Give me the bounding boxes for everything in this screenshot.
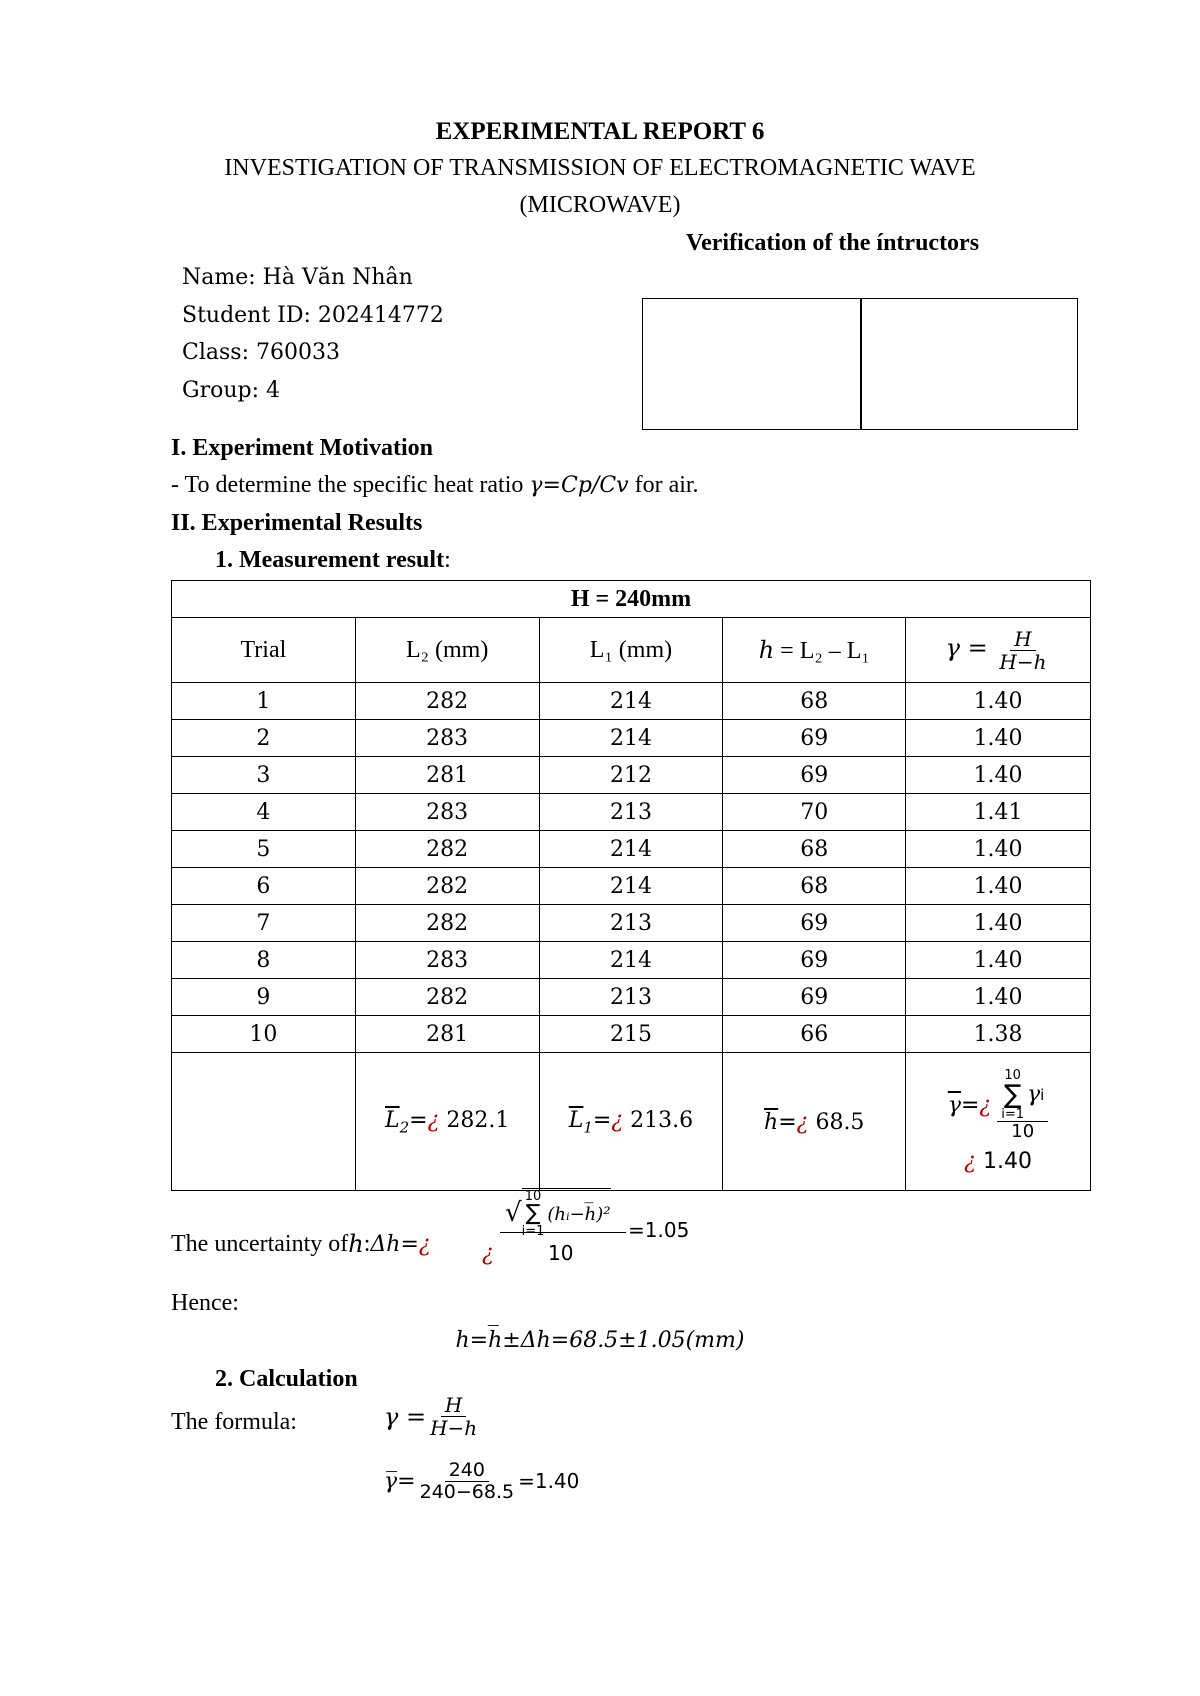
cell-h: 68	[723, 683, 906, 720]
formula-avg-den: 240−68.5	[419, 1480, 515, 1503]
avg-gamma-result-glyph: ¿	[964, 1148, 976, 1174]
formula-label: The formula:	[171, 1409, 297, 1435]
gamma-fraction-numerator: H	[1010, 628, 1035, 651]
student-class: Class: 760033	[182, 340, 340, 365]
cell-l2: 281	[355, 757, 539, 794]
avg-h-symbol: $\overline{h}$	[764, 1109, 779, 1135]
cell-l1: 212	[539, 757, 723, 794]
uncertainty-label: The uncertainty of	[171, 1230, 349, 1257]
formula-gamma	[384, 1394, 481, 1439]
uncertainty-term: (hᵢ−h̅)²	[547, 1203, 611, 1225]
avg-l2-symbol: $\overline{L}$	[384, 1107, 400, 1133]
cell-h: 69	[723, 942, 906, 979]
uncertainty-denominator	[512, 1240, 573, 1267]
section-1-heading: I. Experiment Motivation	[171, 435, 433, 461]
avg-gamma-numerator	[997, 1069, 1048, 1122]
avg-gamma-term-sub: i	[1040, 1085, 1045, 1104]
cell-h: 69	[723, 905, 906, 942]
measurement-subheading	[215, 547, 451, 574]
uncertainty-sum-top: 10	[524, 1189, 542, 1204]
cell-gamma: 1.40	[906, 683, 1091, 720]
avg-l1-sub: 1	[583, 1118, 593, 1137]
measurement-subheading-text: 1. Measurement result	[215, 547, 445, 573]
cell-l1: 214	[539, 868, 723, 905]
cell-l2: 282	[355, 905, 539, 942]
cell-trial: 8	[172, 942, 356, 979]
avg-l2-value: 282.1	[439, 1107, 510, 1133]
avg-trial-cell	[172, 1053, 356, 1191]
cell-l1: 214	[539, 720, 723, 757]
cell-h: 69	[723, 979, 906, 1016]
avg-l2-glyph: ¿	[427, 1107, 440, 1133]
report-title: EXPERIMENTAL REPORT 6	[435, 118, 765, 145]
cell-gamma: 1.40	[906, 757, 1091, 794]
cell-l2: 282	[355, 979, 539, 1016]
formula-gamma-den: H−h	[430, 1416, 478, 1440]
avg-gamma-glyph: ¿	[979, 1092, 992, 1118]
student-id: Student ID: 202414772	[182, 303, 444, 328]
uncertainty-den-text: 10	[548, 1241, 574, 1265]
cell-trial: 1	[172, 683, 356, 720]
avg-h-value: 68.5	[808, 1109, 865, 1135]
avg-gamma-result	[906, 1148, 1090, 1174]
formula-gamma-avg	[384, 1460, 579, 1503]
avg-gamma-formula	[906, 1069, 1090, 1142]
formula-gamma-fraction	[426, 1394, 481, 1439]
student-group: Group: 4	[182, 378, 280, 403]
cell-h: 69	[723, 757, 906, 794]
cell-gamma: 1.40	[906, 979, 1091, 1016]
avg-h-glyph: ¿	[796, 1109, 809, 1135]
formula-gamma-lhs: γ =	[384, 1402, 427, 1431]
avg-gamma-sum-bottom: i=1	[1001, 1107, 1024, 1123]
cell-h: 68	[723, 868, 906, 905]
col-header-h	[723, 618, 906, 683]
results-table	[171, 580, 1091, 1191]
calculation-heading: 2. Calculation	[215, 1366, 358, 1392]
avg-gamma-symbol: $\overline{\gamma}$	[947, 1092, 961, 1118]
col-header-h-symbol: ℎ	[758, 635, 775, 664]
cell-gamma: 1.41	[906, 794, 1091, 831]
uncertainty-glyph-1: ¿	[418, 1231, 431, 1257]
col-header-gamma	[906, 618, 1091, 683]
col-header-h-rest: = L₂ – L₁	[774, 637, 870, 664]
student-name: Name: Hà Văn Nhân	[182, 265, 413, 290]
cell-l2: 281	[355, 1016, 539, 1053]
table-row	[172, 831, 1091, 868]
avg-l1-symbol: $\overline{L}$	[568, 1107, 584, 1133]
cell-h: 68	[723, 831, 906, 868]
cell-gamma: 1.38	[906, 1016, 1091, 1053]
avg-l1-cell	[539, 1053, 723, 1191]
table-row	[172, 979, 1091, 1016]
sigma-icon: ∑	[525, 1201, 541, 1226]
cell-l2: 282	[355, 868, 539, 905]
uncertainty-result: =1.05	[628, 1218, 690, 1242]
cell-trial: 6	[172, 868, 356, 905]
formula-avg-lhs: γ̅=	[384, 1468, 416, 1494]
cell-trial: 9	[172, 979, 356, 1016]
cell-trial: 3	[172, 757, 356, 794]
avg-gamma-cell	[906, 1053, 1091, 1191]
cell-l1: 214	[539, 683, 723, 720]
measurement-subheading-colon: :	[444, 547, 451, 573]
uncertainty-h-symbol: h	[348, 1230, 364, 1258]
cell-trial: 2	[172, 720, 356, 757]
section-1-text	[171, 472, 699, 499]
cell-h: 69	[723, 720, 906, 757]
avg-gamma-term: γ	[1026, 1082, 1041, 1107]
cell-trial: 10	[172, 1016, 356, 1053]
cell-l1: 214	[539, 831, 723, 868]
gamma-fraction-denominator: H−h	[999, 649, 1047, 674]
uncertainty-sum-inner	[522, 1190, 611, 1238]
uncertainty-sum	[522, 1188, 611, 1238]
section-2-heading: II. Experimental Results	[171, 510, 423, 536]
avg-gamma-sum-top: 10	[1004, 1068, 1021, 1084]
col-header-gamma-lhs: γ =	[945, 633, 996, 662]
uncertainty-sum-bottom: i=1	[521, 1224, 545, 1239]
formula-avg-result: =1.40	[518, 1469, 580, 1494]
cell-gamma: 1.40	[906, 868, 1091, 905]
report-subtitle-line2: (MICROWAVE)	[519, 192, 681, 218]
col-header-trial: Trial	[172, 618, 356, 683]
motivation-text-after: for air.	[628, 472, 699, 498]
uncertainty-colon: :	[363, 1230, 371, 1257]
hence-equation: h=h̅±Δh=68.5±1.05(mm)	[455, 1328, 745, 1353]
cell-l2: 282	[355, 831, 539, 868]
cell-h: 66	[723, 1016, 906, 1053]
uncertainty-line	[171, 1230, 431, 1258]
cell-gamma: 1.40	[906, 720, 1091, 757]
cell-l2: 283	[355, 720, 539, 757]
motivation-text-before: - To determine the specific heat ratio	[171, 472, 530, 498]
uncertainty-delta: Δh=	[370, 1231, 419, 1257]
table-row	[172, 942, 1091, 979]
cell-gamma: 1.40	[906, 942, 1091, 979]
formula-gamma-num: H	[441, 1394, 466, 1417]
avg-l2-cell	[355, 1053, 539, 1191]
uncertainty-numerator	[505, 1188, 611, 1238]
formula-avg-fraction	[416, 1460, 519, 1503]
avg-h-cell	[723, 1053, 906, 1191]
cell-l2: 283	[355, 794, 539, 831]
formula-avg-num: 240	[445, 1460, 489, 1482]
table-row	[172, 720, 1091, 757]
col-header-l1: L₁ (mm)	[539, 618, 723, 683]
table-row	[172, 1016, 1091, 1053]
table-header-h-value: H = 240mm	[172, 581, 1091, 618]
gamma-formula: γ=Cp/Cv	[529, 473, 629, 498]
verification-box	[642, 298, 1078, 430]
col-header-l2: L₂ (mm)	[355, 618, 539, 683]
cell-l1: 213	[539, 979, 723, 1016]
avg-gamma-denominator: 10	[1011, 1121, 1035, 1143]
cell-trial: 7	[172, 905, 356, 942]
cell-trial: 4	[172, 794, 356, 831]
uncertainty-sigma-stack	[522, 1190, 545, 1238]
avg-l1-eq: =	[592, 1107, 612, 1133]
cell-trial: 5	[172, 831, 356, 868]
avg-gamma-result-value: 1.40	[975, 1148, 1032, 1174]
avg-l2-eq: =	[409, 1107, 428, 1133]
avg-l1-glyph: ¿	[611, 1107, 624, 1133]
avg-l2-sub: 2	[399, 1118, 410, 1137]
verification-label: Verification of the íntructors	[686, 230, 980, 256]
hence-label: Hence:	[171, 1290, 239, 1316]
avg-gamma-sum	[1001, 1069, 1024, 1121]
sigma-icon: ∑	[1003, 1080, 1022, 1111]
report-subtitle-line1: INVESTIGATION OF TRANSMISSION OF ELECTROMAGNETIC WAVE	[224, 155, 976, 181]
avg-gamma-fraction	[997, 1069, 1048, 1142]
table-row	[172, 757, 1091, 794]
cell-l1: 215	[539, 1016, 723, 1053]
cell-l1: 213	[539, 794, 723, 831]
table-row	[172, 794, 1091, 831]
cell-l1: 213	[539, 905, 723, 942]
avg-gamma-eq: =	[960, 1092, 980, 1118]
sqrt-icon: √	[505, 1198, 522, 1228]
cell-gamma: 1.40	[906, 831, 1091, 868]
col-header-gamma-fraction	[995, 628, 1050, 673]
uncertainty-glyph-2: ¿	[482, 1241, 494, 1266]
table-row	[172, 905, 1091, 942]
uncertainty-glyph-2-wrap	[482, 1240, 494, 1267]
cell-l2: 283	[355, 942, 539, 979]
cell-h: 70	[723, 794, 906, 831]
verification-box-divider	[860, 299, 862, 429]
cell-l2: 282	[355, 683, 539, 720]
avg-l1-value: 213.6	[623, 1107, 694, 1133]
avg-h-eq: =	[778, 1109, 797, 1135]
table-row	[172, 868, 1091, 905]
cell-l1: 214	[539, 942, 723, 979]
table-row	[172, 683, 1091, 720]
cell-gamma: 1.40	[906, 905, 1091, 942]
